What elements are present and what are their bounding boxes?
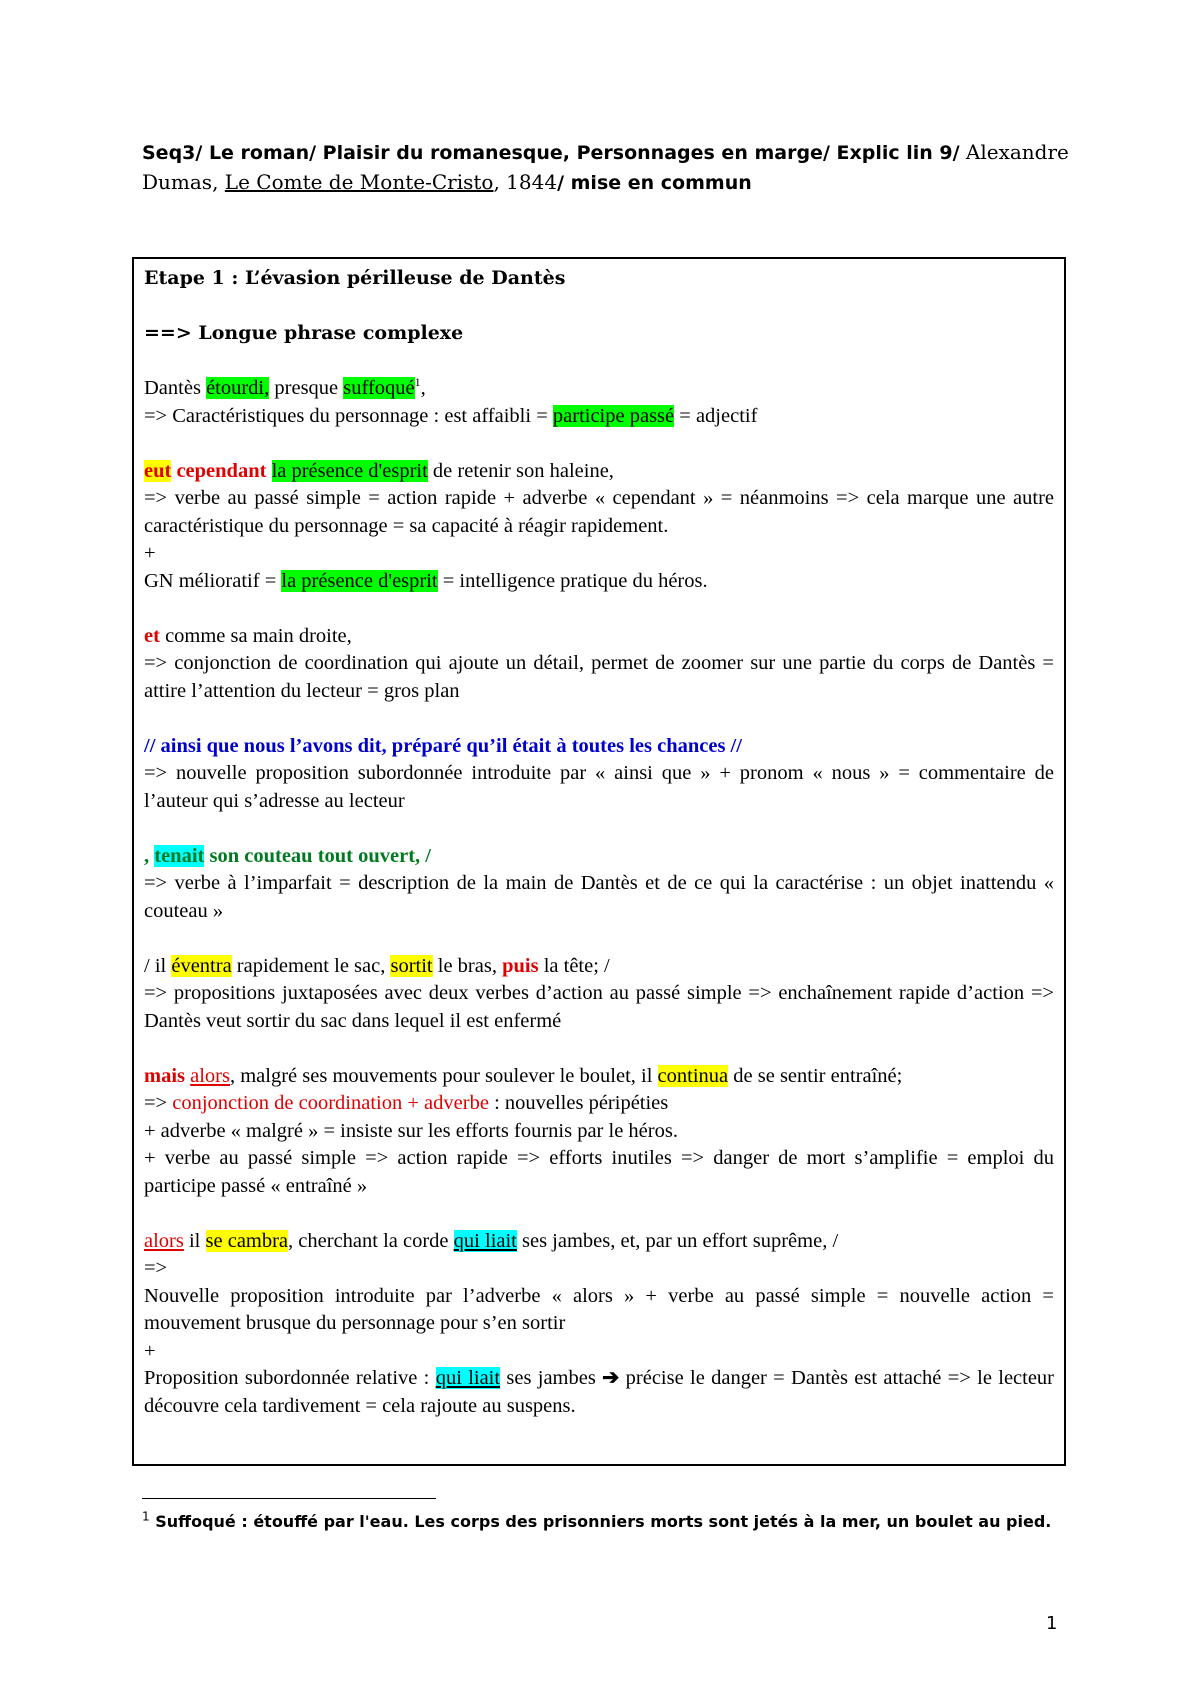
- highlight-qui-liait: qui liait: [435, 1367, 501, 1389]
- text-segment: => Caractéristiques du personnage : est affaibli =: [144, 404, 553, 427]
- note-line: => verbe au passé simple = action rapide + adverbe « cependant » = néanmoins => cela marque une autre caractéristique du personnage = sa capacité à réagir rapidement.: [144, 487, 1054, 537]
- step-intro: ==> Longue phrase complexe: [144, 322, 464, 344]
- quote-line-8: [144, 1228, 1054, 1256]
- highlight-presence-esprit: la présence d'esprit: [271, 459, 428, 482]
- header-author: Alexandre Dumas,: [142, 140, 1069, 194]
- analysis-box: [132, 257, 1066, 1466]
- document-header: [142, 138, 1077, 198]
- note-line: => nouvelle proposition subordonnée introduite par « ainsi que » + pronom « nous » = commentaire de l’auteur qui s’adresse au lecteur: [144, 762, 1054, 812]
- word-alors: alors: [144, 1229, 184, 1252]
- note-line: Nouvelle proposition introduite par l’adverbe « alors » + verbe au passé simple = nouvelle action = mouvement brusque du personnage pour s’en sortir: [144, 1284, 1054, 1334]
- word-mais: mais: [144, 1064, 185, 1087]
- quote-line-5: [144, 843, 1054, 871]
- arrow-line: =>: [144, 1257, 168, 1279]
- note-line: [144, 1365, 1054, 1420]
- text-segment: le bras,: [432, 954, 503, 977]
- plus-line: +: [144, 542, 156, 564]
- text-segment: la tête; /: [538, 954, 610, 977]
- text-segment: de retenir son haleine,: [427, 459, 614, 482]
- highlight-eventra: éventra: [171, 954, 232, 977]
- note-line: [144, 568, 1054, 596]
- text-segment: , cherchant la corde: [288, 1229, 454, 1252]
- footnote-ref: 1: [414, 375, 421, 390]
- text-segment: : nouvelles péripéties: [488, 1092, 669, 1114]
- step-title: Etape 1 : L’évasion périlleuse de Dantès: [144, 267, 566, 289]
- header-sequence: Seq3/ Le roman/ Plaisir du romanesque, Personnages en marge/ Explic lin 9/: [142, 142, 960, 164]
- text-segment: / il: [144, 954, 172, 977]
- text-segment: GN mélioratif =: [144, 569, 282, 592]
- text-segment: = adjectif: [674, 404, 758, 427]
- highlight-participe-passe: participe passé: [552, 404, 675, 427]
- text-segment: ,: [420, 377, 426, 399]
- highlight-suffoque: suffoqué: [343, 377, 415, 399]
- word-alors: alors: [190, 1064, 230, 1087]
- text-segment: son couteau tout ouvert, /: [204, 844, 431, 867]
- quote-line-3: [144, 623, 1054, 651]
- highlight-etourdi: étourdi,: [206, 377, 270, 399]
- text-segment: , malgré ses mouvements pour soulever le boulet, il: [229, 1064, 658, 1087]
- note-line: [144, 403, 1054, 431]
- highlight-presence-esprit: la présence d'esprit: [281, 569, 438, 592]
- text-segment: =>: [144, 1092, 173, 1114]
- text-segment: presque: [269, 377, 344, 399]
- text-segment: rapidement le sac,: [231, 954, 391, 977]
- footnote: [142, 1508, 1077, 1535]
- highlight-se-cambra: se cambra: [205, 1229, 289, 1252]
- text-segment: ses jambes: [500, 1367, 603, 1389]
- header-book-title: Le Comte de Monte-Cristo: [224, 170, 494, 194]
- highlight-continua: continua: [657, 1064, 729, 1087]
- quote-line-2: [144, 458, 1054, 486]
- note-line: + verbe au passé simple => action rapide => efforts inutiles => danger de mort s’amplifie = emploi du participe passé « entraîné »: [144, 1147, 1054, 1197]
- footnote-number: 1: [142, 1509, 150, 1524]
- header-year: , 1844: [493, 170, 558, 194]
- plus-line: +: [144, 1339, 156, 1362]
- text-segment: ,: [144, 844, 155, 867]
- red-note: conjonction de coordination + adverbe: [172, 1092, 489, 1114]
- note-line: => conjonction de coordination qui ajoute un détail, permet de zoomer sur une partie du corps de Dantès = attire l’attention du lecteur = gros plan: [144, 652, 1054, 702]
- text-segment: Dantès: [144, 377, 207, 399]
- page-number: 1: [1046, 1613, 1058, 1634]
- quote-line-4: // ainsi que nous l’avons dit, préparé qu’il était à toutes les chances //: [144, 734, 742, 757]
- note-line: [144, 1090, 1054, 1118]
- note-line: => verbe à l’imparfait = description de la main de Dantès et de ce qui la caractérise : un objet inattendu « couteau »: [144, 872, 1054, 922]
- text-segment: précise le danger = Dantès est attaché => le lecteur découvre cela tardivement = cela rajoute au suspens.: [144, 1367, 1055, 1417]
- word-et: et: [144, 624, 160, 647]
- arrow-icon: ➔: [602, 1367, 620, 1389]
- footnote-separator: [142, 1498, 436, 1499]
- text-segment: de se sentir entraîné;: [728, 1064, 903, 1087]
- highlight-eut: eut: [144, 459, 172, 482]
- highlight-sortit: sortit: [390, 954, 433, 977]
- text-segment: ses jambes, et, par un effort suprême, /: [516, 1229, 839, 1252]
- quote-line-6: [144, 953, 1054, 981]
- word-cependant: cependant: [171, 459, 267, 482]
- header-mise-en-commun: / mise en commun: [557, 172, 752, 194]
- footnote-text: Suffoqué : étouffé par l'eau. Les corps des prisonniers morts sont jetés à la mer, un boulet au pied.: [149, 1512, 1052, 1531]
- text-segment: comme sa main droite,: [159, 624, 352, 647]
- quote-line-1: [144, 375, 1054, 403]
- text-segment: il: [183, 1229, 206, 1252]
- highlight-tenait: tenait: [154, 844, 205, 867]
- text-segment: = intelligence pratique du héros.: [437, 569, 708, 592]
- quote-line-7: [144, 1063, 1054, 1091]
- text-segment: Proposition subordonnée relative :: [144, 1367, 436, 1389]
- note-line: + adverbe « malgré » = insiste sur les efforts fournis par le héros.: [144, 1119, 678, 1142]
- word-puis: puis: [502, 954, 539, 977]
- highlight-qui-liait: qui liait: [453, 1229, 517, 1252]
- note-line: => propositions juxtaposées avec deux verbes d’action au passé simple => enchaînement rapide d’action => Dantès veut sortir du sac dans lequel il est enfermé: [144, 982, 1054, 1032]
